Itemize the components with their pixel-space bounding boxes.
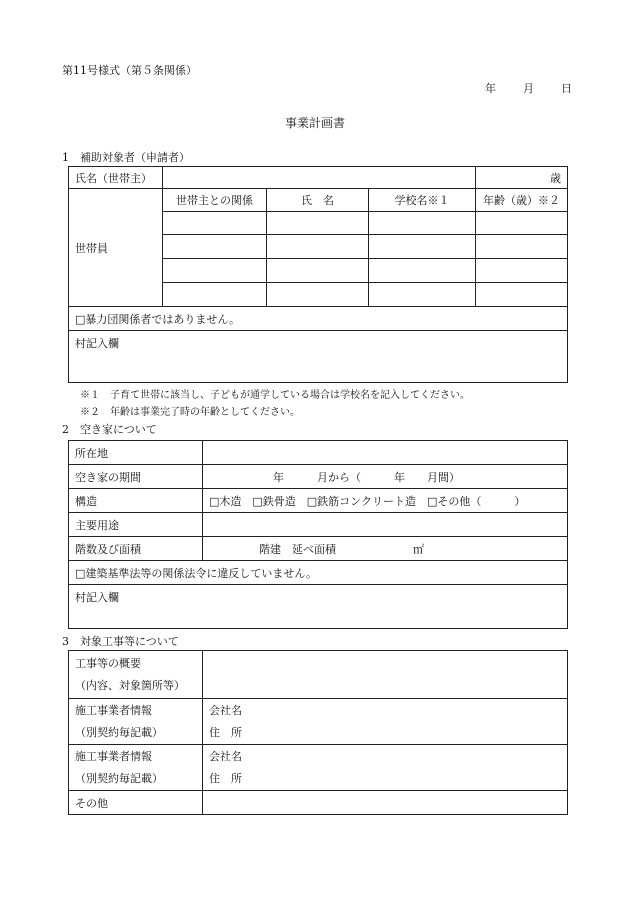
vacancy-label: 空き家の期間 [69, 465, 203, 489]
members-label: 世帯員 [69, 189, 163, 307]
overview-label-2: （内容、対象箇所等） [75, 678, 185, 692]
section3-heading: 3 対象工事等について [62, 635, 179, 648]
overview-label [69, 651, 203, 699]
contractor2-label-2: （別契約毎記載） [75, 771, 163, 785]
location-field[interactable] [203, 441, 568, 465]
location-label: 所在地 [69, 441, 203, 465]
floors-label: 階数及び面積 [69, 537, 203, 561]
member-cell[interactable] [163, 212, 267, 235]
contractor2-label-1: 施工事業者情報 [75, 749, 152, 763]
overview-label-1: 工事等の概要 [75, 656, 141, 670]
contractor-label [69, 699, 203, 745]
use-label: 主要用途 [69, 513, 203, 537]
member-cell[interactable] [369, 212, 476, 235]
antisocial-checkbox[interactable]: □暴力団関係者ではありません。 [69, 307, 568, 331]
applicant-table [68, 166, 568, 383]
other-field[interactable] [203, 791, 568, 815]
construction-table [68, 650, 568, 815]
member-cell[interactable] [369, 283, 476, 307]
address2-label: 住 所 [209, 771, 242, 785]
law-checkbox[interactable]: □建築基準法等の関係法令に違反していません。 [69, 561, 568, 585]
member-cell[interactable] [267, 212, 369, 235]
member-cell[interactable] [369, 235, 476, 259]
member-cell[interactable] [267, 283, 369, 307]
use-field[interactable] [203, 513, 568, 537]
floors-field[interactable] [203, 537, 568, 561]
vacancy-field[interactable] [203, 465, 568, 489]
floors-value: 階建 延べ面積 ㎡ [259, 542, 424, 556]
date-year: 年 [485, 82, 496, 95]
note-1: ※１ 子育て世帯に該当し、子どもが通学している場合は学校名を記入してください。 [80, 390, 470, 401]
member-cell[interactable] [476, 235, 568, 259]
vacant-house-table [68, 440, 568, 629]
contractor2-label [69, 745, 203, 791]
contractor-field[interactable] [203, 699, 568, 745]
date-month: 月 [523, 82, 534, 95]
contractor-label-1: 施工事業者情報 [75, 703, 152, 717]
vacancy-value: 年 月から（ 年 月間） [273, 470, 460, 484]
member-cell[interactable] [267, 235, 369, 259]
member-cell[interactable] [476, 212, 568, 235]
col-age: 年齢（歳）※２ [476, 189, 568, 212]
overview-field[interactable] [203, 651, 568, 699]
col-relation: 世帯主との関係 [163, 189, 267, 212]
structure-options[interactable]: □木造 □鉄骨造 □鉄筋コンクリート造 □その他（ ） [203, 489, 568, 513]
date-day: 日 [561, 82, 572, 95]
contractor-label-2: （別契約毎記載） [75, 725, 163, 739]
village-note-1: 村記入欄 [69, 331, 568, 383]
other-label: その他 [69, 791, 203, 815]
company2-label: 会社名 [209, 749, 242, 763]
col-name: 氏 名 [267, 189, 369, 212]
member-cell[interactable] [267, 259, 369, 283]
head-name-field[interactable] [163, 167, 476, 189]
form-label: 第11号様式（第５条関係） [62, 64, 197, 77]
section2-heading: 2 空き家について [62, 423, 157, 436]
member-cell[interactable] [163, 235, 267, 259]
address-label: 住 所 [209, 725, 242, 739]
note-2: ※２ 年齢は事業完了時の年齢としてください。 [80, 407, 300, 418]
col-school: 学校名※１ [369, 189, 476, 212]
document-title: 事業計画書 [284, 116, 345, 130]
member-cell[interactable] [476, 259, 568, 283]
structure-label: 構造 [69, 489, 203, 513]
member-cell[interactable] [369, 259, 476, 283]
member-cell[interactable] [163, 259, 267, 283]
head-age-field[interactable] [476, 167, 568, 189]
company-label: 会社名 [209, 703, 242, 717]
member-cell[interactable] [163, 283, 267, 307]
village-note-2: 村記入欄 [69, 585, 568, 629]
age-suffix: 歳 [550, 171, 562, 185]
contractor2-field[interactable] [203, 745, 568, 791]
section1-heading: 1 補助対象者（申請者） [62, 151, 190, 164]
head-name-label: 氏名（世帯主） [69, 167, 163, 189]
member-cell[interactable] [476, 283, 568, 307]
